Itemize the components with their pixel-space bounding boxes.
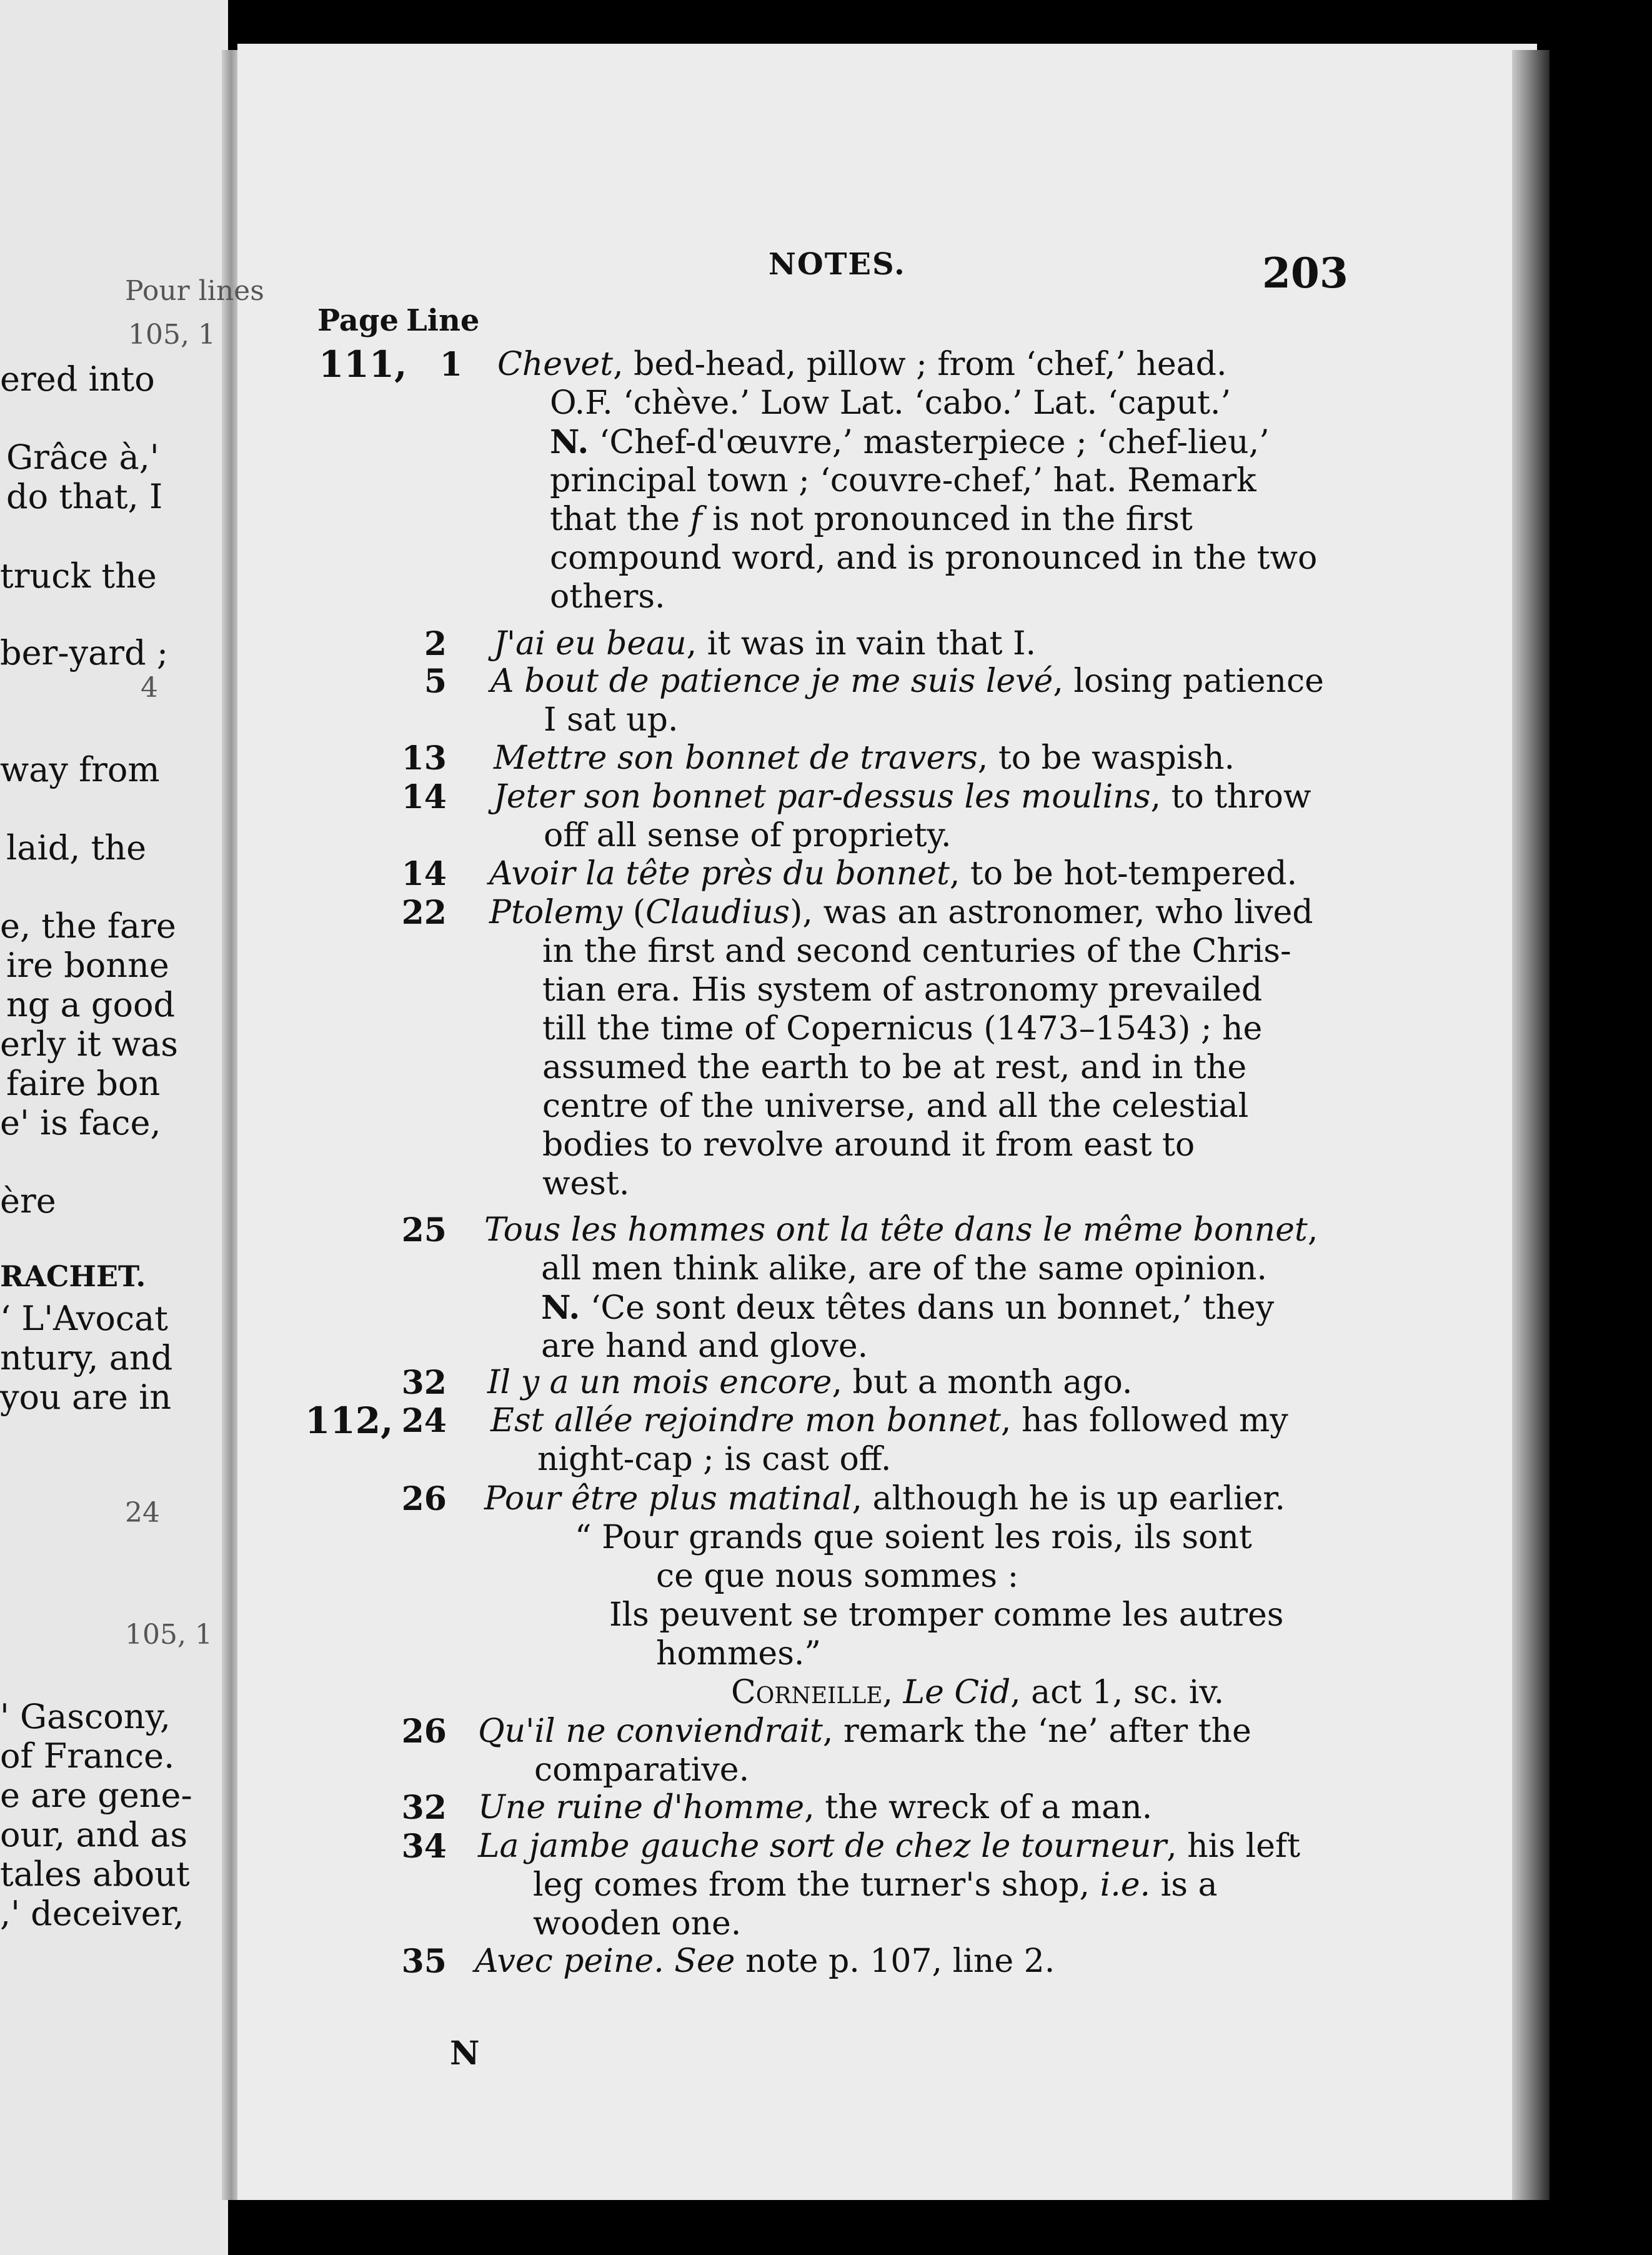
note-text: , to throw [1150,778,1311,816]
note-text: in the first and second centuries of the Chris- [542,932,1291,970]
note-text: bodies to revolve around it from east to [542,1126,1195,1164]
note-text: note p. 107, line 2. [735,1942,1055,1980]
note-continuation-line [541,1250,1267,1288]
note-text: tian era. His system of astronomy prevailed [542,971,1263,1009]
left-page-line: ‘ L'Avocat [0,1299,168,1338]
french-phrase: J'ai eu beau [494,625,687,662]
left-page-line: tales about [0,1854,190,1894]
french-phrase: Le Cid [903,1674,1011,1711]
french-phrase: Mettre son bonnet de travers [494,739,978,777]
note-text: , losing patience [1053,662,1324,700]
left-page-line: e' is face, [0,1103,161,1142]
note-continuation-line [533,1905,741,1942]
note-text: comparative. [534,1751,750,1789]
note-continuation-line [550,384,1231,422]
french-phrase: A bout de patience je me suis levé [490,662,1053,700]
note-text: centre of the universe, and all the celestial [542,1088,1249,1125]
note-text: leg comes from the turner's shop, [533,1866,1100,1904]
note-text: , his left [1167,1828,1301,1865]
note-headline [494,778,1311,816]
left-page-line: erly it was [0,1024,178,1064]
page-number: 203 [1262,249,1348,298]
note-headline [487,1364,1132,1401]
left-page-line: RACHET. [0,1259,146,1293]
note-continuation-line [542,932,1291,970]
note-text: , to be hot-tempered. [949,855,1298,892]
page-edge-shadow [1512,50,1550,2200]
french-phrase: Chevet [497,346,614,383]
note-text: O.F. ‘chève.’ Low Lat. ‘cabo.’ Lat. ‘caput.’ [550,384,1231,422]
note-continuation-line [731,1674,1224,1711]
note-line-number: 32 [401,1364,447,1402]
note-text: is a [1150,1866,1218,1904]
french-phrase: Avoir la tête près du bonnet [489,855,950,892]
note-text: , [1307,1211,1318,1249]
note-headline [484,1211,1318,1249]
note-headline [490,1402,1288,1439]
left-page-line: way from [0,750,160,789]
left-page-line: ' Gascony, [0,1697,171,1736]
note-text: is not pronounced in the first [702,501,1193,538]
note-line-number: 32 [401,1789,447,1827]
note-continuation-line [544,817,952,854]
note-headline [497,346,1227,383]
french-phrase: Il y a un mois encore [487,1364,832,1401]
note-headline [490,662,1324,700]
note-text: others. [550,578,665,616]
note-text [664,1942,675,1980]
note-headline [489,855,1297,892]
note-text: , but a month ago. [832,1364,1133,1401]
french-phrase: Pour être plus matinal [484,1480,852,1518]
note-text: , it was in vain that I. [686,625,1037,662]
left-page-line: ère [0,1181,56,1221]
french-phrase: Tous les hommes ont la tête dans le même bonnet [484,1211,1308,1249]
note-text: , remark the ‘ne’ after the [822,1712,1251,1750]
left-page-line: 105, 1 [128,319,216,351]
note-continuation-line [575,1519,1252,1556]
left-page-line: laid, the [6,828,147,868]
note-text: till the time of Copernicus (1473–1543) ; he [542,1010,1263,1048]
french-phrase: f [690,501,702,538]
note-text: , bed-head, pillow ; from ‘chef,’ head. [613,346,1227,383]
french-phrase: See [674,1942,735,1980]
note-text: ( [622,894,646,931]
running-head: NOTES. [769,247,906,282]
left-page-line: e, the fare [0,906,176,946]
note-line-number: 25 [401,1211,447,1249]
note-headline [478,1828,1300,1865]
note-text: ‘Chef-d'œuvre,’ masterpiece ; ‘chef-lieu,’ [589,424,1270,461]
note-continuation-line [542,1126,1195,1164]
french-phrase: Est allée rejoindre mon bonnet [490,1402,1001,1439]
left-page-line: ng a good [6,985,176,1024]
left-page-line: 24 [125,1497,160,1529]
note-text: are hand and glove. [541,1328,868,1365]
note-text: , has followed my [1000,1402,1288,1439]
left-page-line: you are in [0,1378,172,1417]
note-line-number: 14 [401,778,447,816]
french-phrase: Avec peine. [475,1942,664,1980]
note-text: night-cap ; is cast off. [537,1441,892,1478]
signature-mark: N [450,2034,480,2072]
note-continuation-line [537,1441,891,1478]
note-continuation-line [541,1328,868,1365]
note-continuation-line [542,971,1262,1009]
note-text: ‘Ce sont deux têtes dans un bonnet,’ they [580,1289,1275,1327]
note-text: Corneille [731,1674,883,1711]
note-text: N. [550,423,589,461]
note-headline [475,1942,1055,1980]
note-text: all men think alike, are of the same opinion. [541,1250,1267,1288]
note-continuation-line [550,423,1270,461]
left-page-line: e are gene- [0,1776,192,1815]
left-page-line: Pour lines [125,275,264,307]
note-line-number: 35 [401,1942,447,1981]
note-text: , although he is up earlier. [852,1480,1285,1518]
note-text: ), was an astronomer, who lived [790,894,1313,931]
note-continuation-line [542,1165,629,1202]
note-text: , [882,1674,903,1711]
left-page-line: our, and as [0,1815,188,1854]
note-text: west. [542,1165,630,1202]
french-phrase: La jambe gauche sort de chez le tourneur [478,1828,1167,1865]
note-continuation-line [609,1596,1283,1634]
note-text: principal town ; ‘couvre-chef,’ hat. Remark [550,462,1256,499]
note-headline [489,894,1313,931]
left-page-line: Grâce à,' [6,438,159,477]
note-continuation-line [550,578,665,616]
left-page-line: faire bon [6,1064,161,1103]
note-page-number: 111, [319,343,407,386]
french-phrase: i.e. [1100,1866,1151,1904]
note-text: N. [541,1289,580,1327]
note-text: “ Pour grands que soient les rois, ils sont [575,1519,1252,1556]
note-line-number: 34 [401,1828,447,1866]
note-text: off all sense of propriety. [544,817,952,854]
left-page-line: ered into [0,359,155,399]
note-continuation-line [656,1558,1018,1595]
left-page-line: do that, I [6,477,163,516]
note-continuation-line [534,1751,749,1789]
note-line-number: 22 [401,894,447,932]
left-page-line: ntury, and [0,1338,173,1378]
french-phrase: Ptolemy [489,894,623,931]
note-line-number: 26 [401,1480,447,1518]
left-page-line: ire bonne [6,946,169,985]
note-headline [494,625,1036,662]
note-continuation-line [542,1049,1246,1086]
note-continuation-line [550,539,1317,577]
note-continuation-line [541,1289,1274,1327]
note-text: Ils peuvent se tromper comme les autres [609,1596,1284,1634]
note-line-number: 5 [424,662,447,701]
note-text: assumed the earth to be at rest, and in the [542,1049,1247,1086]
note-continuation-line [533,1866,1217,1904]
note-text: , to be waspish. [977,739,1235,777]
note-continuation-line [542,1088,1248,1125]
french-phrase: Jeter son bonnet par-dessus les moulins [494,778,1151,816]
french-phrase: Claudius [645,894,790,931]
left-page-line: of France. [0,1736,175,1776]
note-continuation-line [550,501,1193,538]
note-continuation-line [542,1010,1262,1048]
note-continuation-line [656,1635,821,1672]
left-page-line: truck the [0,556,157,596]
left-page-line: 4 [141,672,158,704]
note-headline [478,1712,1251,1750]
note-text: wooden one. [533,1905,742,1942]
note-text: ce que nous sommes : [656,1558,1019,1595]
note-line-number: 26 [401,1712,447,1751]
note-text: I sat up. [544,701,679,739]
note-text: compound word, and is pronounced in the two [550,539,1318,577]
note-line-number: 13 [401,739,447,778]
left-page-line: ber-yard ; [0,633,169,672]
note-line-number: 14 [401,855,447,893]
french-phrase: Une ruine d'homme [478,1789,805,1826]
note-text: , the wreck of a man. [804,1789,1153,1826]
note-text: , act 1, sc. iv. [1010,1674,1225,1711]
left-page-line: ,' deceiver, [0,1894,184,1933]
note-line-number: 2 [424,625,447,663]
note-page-number: 112, [305,1399,394,1442]
note-headline [484,1480,1285,1518]
french-phrase: Qu'il ne conviendrait [478,1712,823,1750]
column-heading-line: Line [406,303,480,338]
note-continuation-line [544,701,679,739]
left-page-line: 105, 1 [125,1619,212,1651]
note-headline [478,1789,1152,1826]
note-text: that the [550,501,690,538]
column-heading-page: Page [317,303,399,338]
note-headline [494,739,1235,777]
note-text: hommes.” [656,1635,821,1672]
note-line-number: 24 [401,1402,447,1440]
note-line-number: 1 [439,346,462,384]
note-continuation-line [550,462,1256,499]
